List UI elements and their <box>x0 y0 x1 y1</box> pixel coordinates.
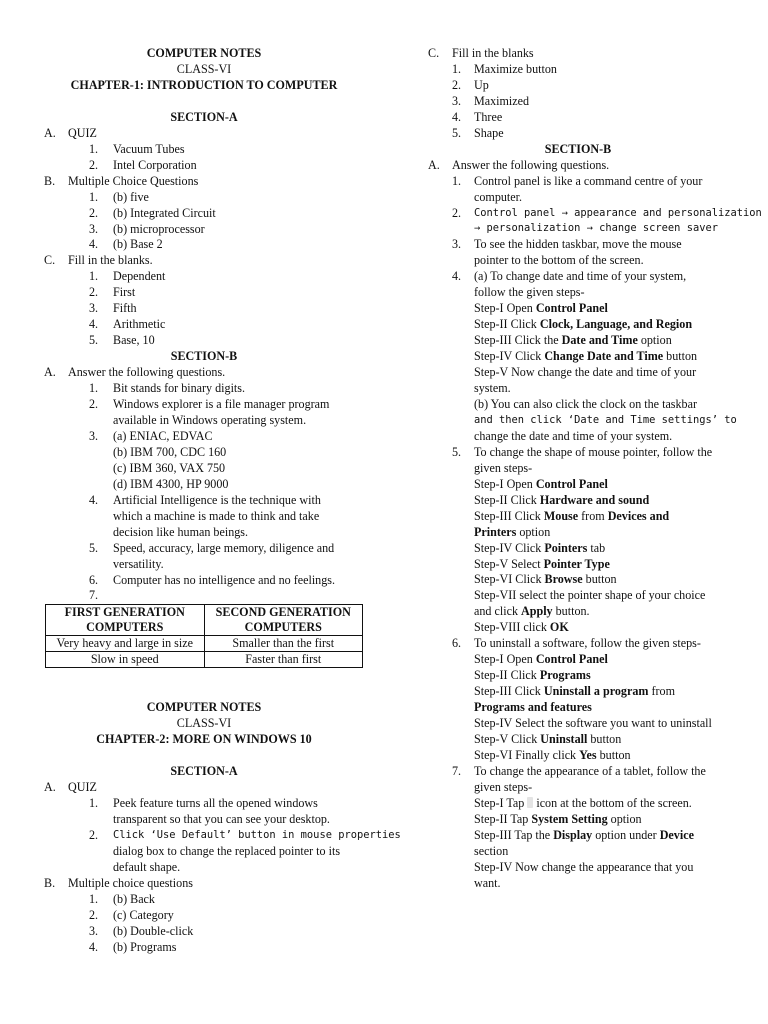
table-row <box>46 636 363 652</box>
list-item: 5. Speed, accuracy, large memory, diligence and <box>89 540 335 555</box>
list-item: 1. (b) five <box>89 189 149 204</box>
list-item: 1. Peek feature turns all the opened windows <box>89 796 318 811</box>
list-item: 7. To change the appearance of a tablet, follow the <box>452 763 706 778</box>
step-line: Programs and features <box>474 700 592 715</box>
list-item-cont: transparent so that you can see your desktop. <box>113 812 330 827</box>
list-item: 4. (b) Base 2 <box>89 237 163 252</box>
step-line: Step-V Now change the date and time of your <box>474 365 697 380</box>
list-item: 2. (b) Integrated Circuit <box>89 205 216 220</box>
list-item: 2. Windows explorer is a file manager program <box>89 397 330 412</box>
step-line: Step-IV Click Pointers tab <box>474 540 606 555</box>
list-item: 2. (c) Category <box>89 907 174 922</box>
table-cell: Faster than first <box>204 652 363 668</box>
list-item: 4. (a) To change date and time of your system, <box>452 269 687 284</box>
right-column <box>428 46 762 892</box>
step-line: Step-VII select the pointer shape of your choice <box>474 588 706 603</box>
list-item-cont: given steps- <box>474 779 533 794</box>
list-item-cont: versatility. <box>113 556 164 571</box>
list-item: 3. (b) microprocessor <box>89 221 205 236</box>
step-line: Step-VIII click OK <box>474 620 569 635</box>
list-item: 5. Base, 10 <box>89 333 155 348</box>
list-item-cont: default shape. <box>113 859 181 874</box>
step-line: Step-III Click Uninstall a program from <box>474 684 676 699</box>
list-item: 3. To see the hidden taskbar, move the mouse <box>452 237 682 252</box>
list-item-cont: (d) IBM 4300, HP 9000 <box>113 476 229 491</box>
step-line: Step-II Tap System Setting option <box>474 811 642 826</box>
step-line: Step-I Tap icon at the bottom of the screen. <box>474 795 692 810</box>
class-label: CLASS-VI <box>176 61 232 76</box>
step-line: system. <box>474 381 511 396</box>
step-line: change the date and time of your system. <box>474 428 673 443</box>
list-item-cont: given steps- <box>474 460 533 475</box>
list-item: 4. Three <box>452 109 503 124</box>
table-row <box>46 652 363 668</box>
list-item: 2. Intel Corporation <box>89 157 197 172</box>
left-column <box>44 46 401 956</box>
table-cell: Smaller than the first <box>204 636 363 652</box>
step-line: Step-II Click Clock, Language, and Region <box>474 317 693 332</box>
step-line: Step-V Select Pointer Type <box>474 556 610 571</box>
list-item-cont: → personalization → change screen saver <box>474 222 718 235</box>
list-item: 1. (b) Back <box>89 891 155 906</box>
list-item: 6. To uninstall a software, follow the given steps- <box>452 636 701 651</box>
step-line: (b) You can also click the clock on the taskbar <box>474 396 698 411</box>
list-item: 2. Control panel → appearance and personalization <box>452 205 762 220</box>
step-line: want. <box>474 875 501 890</box>
table-header-row <box>46 605 363 636</box>
table-header-cell: FIRST GENERATION COMPUTERS <box>46 605 205 636</box>
list-item-cont: decision like human beings. <box>113 524 249 539</box>
step-line: Step-IV Click Change Date and Time button <box>474 349 698 364</box>
mcq-heading: B. Multiple Choice Questions <box>44 173 199 188</box>
list-item-cont: available in Windows operating system. <box>113 412 307 427</box>
step-line: Step-IV Select the software you want to uninstall <box>474 716 712 731</box>
list-item: 4. Artificial Intelligence is the technique with <box>89 492 321 507</box>
quiz-heading: A. QUIZ <box>44 125 97 140</box>
notes-title: COMPUTER NOTES <box>146 46 262 60</box>
class-label: CLASS-VI <box>176 716 232 731</box>
list-item: 4. (b) Programs <box>89 939 177 954</box>
list-item: 1. Bit stands for binary digits. <box>89 381 246 396</box>
settings-tile-icon <box>527 797 533 808</box>
step-line: Step-III Tap the Display option under Device <box>474 827 694 842</box>
list-item: 5. To change the shape of mouse pointer, follow the <box>452 444 713 459</box>
step-line: Step-VI Click Browse button <box>474 572 617 587</box>
step-line: and then click ‘Date and Time settings’ to <box>474 413 737 426</box>
step-line: Step-I Open Control Panel <box>474 301 608 316</box>
list-item: 2. Up <box>452 77 489 92</box>
list-item-cont: computer. <box>474 189 523 204</box>
list-item-cont: dialog box to change the replaced pointer to its <box>113 844 341 859</box>
list-item: 3. Maximized <box>452 93 530 108</box>
step-line: and click Apply button. <box>474 604 590 619</box>
list-item-cont: follow the given steps- <box>474 285 585 300</box>
list-item: 2. Click ‘Use Default’ button in mouse properties <box>89 828 401 843</box>
list-item-cont: (b) IBM 700, CDC 160 <box>113 444 227 459</box>
step-line: section <box>474 843 509 858</box>
fill-heading: C. Fill in the blanks. <box>44 253 153 268</box>
answers-heading: A. Answer the following questions. <box>44 365 226 380</box>
step-line: Step-II Click Hardware and sound <box>474 492 650 507</box>
step-line: Step-III Click Mouse from Devices and <box>474 508 670 523</box>
section-a-heading: SECTION-A <box>170 109 238 124</box>
list-item: 3. (a) ENIAC, EDVAC <box>89 428 213 443</box>
list-item-cont: (c) IBM 360, VAX 750 <box>113 460 226 475</box>
list-item: 1. Control panel is like a command centre of your <box>452 173 703 188</box>
list-item: 1. Vacuum Tubes <box>89 141 185 156</box>
step-line: Step-II Click Programs <box>474 668 591 683</box>
list-item: 3. (b) Double-click <box>89 923 194 938</box>
step-line: Step-I Open Control Panel <box>474 652 608 667</box>
step-line: Step-VI Finally click Yes button <box>474 747 631 762</box>
table-header-cell: SECOND GENERATION COMPUTERS <box>204 605 363 636</box>
step-line: Step-I Open Control Panel <box>474 476 608 491</box>
list-item: 3. Fifth <box>89 301 137 316</box>
step-line: Printers option <box>474 524 551 539</box>
section-b-heading: SECTION-B <box>544 141 612 156</box>
mcq-heading: B. Multiple choice questions <box>44 875 193 890</box>
generation-comparison-table <box>45 604 363 668</box>
list-item-cont: pointer to the bottom of the screen. <box>474 253 644 268</box>
section-a-heading: SECTION-A <box>170 764 238 779</box>
list-item: 4. Arithmetic <box>89 317 166 332</box>
list-item-cont: which a machine is made to think and take <box>113 508 320 523</box>
fill-heading: C. Fill in the blanks <box>428 46 534 60</box>
quiz-heading: A. QUIZ <box>44 780 97 795</box>
list-item: 1. Maximize button <box>452 61 557 76</box>
chapter-heading: CHAPTER-1: INTRODUCTION TO COMPUTER <box>70 77 338 92</box>
list-item: 2. First <box>89 285 136 300</box>
list-item: 5. Shape <box>452 125 504 140</box>
list-item: 7. <box>89 588 99 603</box>
answers-heading: A. Answer the following questions. <box>428 157 610 172</box>
step-line: Step-IV Now change the appearance that you <box>474 859 694 874</box>
notes-title: COMPUTER NOTES <box>146 700 262 715</box>
table-cell: Slow in speed <box>46 652 205 668</box>
table-cell: Very heavy and large in size <box>46 636 205 652</box>
chapter-heading: CHAPTER-2: MORE ON WINDOWS 10 <box>96 732 312 747</box>
step-line: Step-III Click the Date and Time option <box>474 333 672 348</box>
list-item: 6. Computer has no intelligence and no feelings. <box>89 572 335 587</box>
step-line: Step-V Click Uninstall button <box>474 731 622 746</box>
list-item: 1. Dependent <box>89 269 166 284</box>
section-b-heading: SECTION-B <box>170 349 238 364</box>
